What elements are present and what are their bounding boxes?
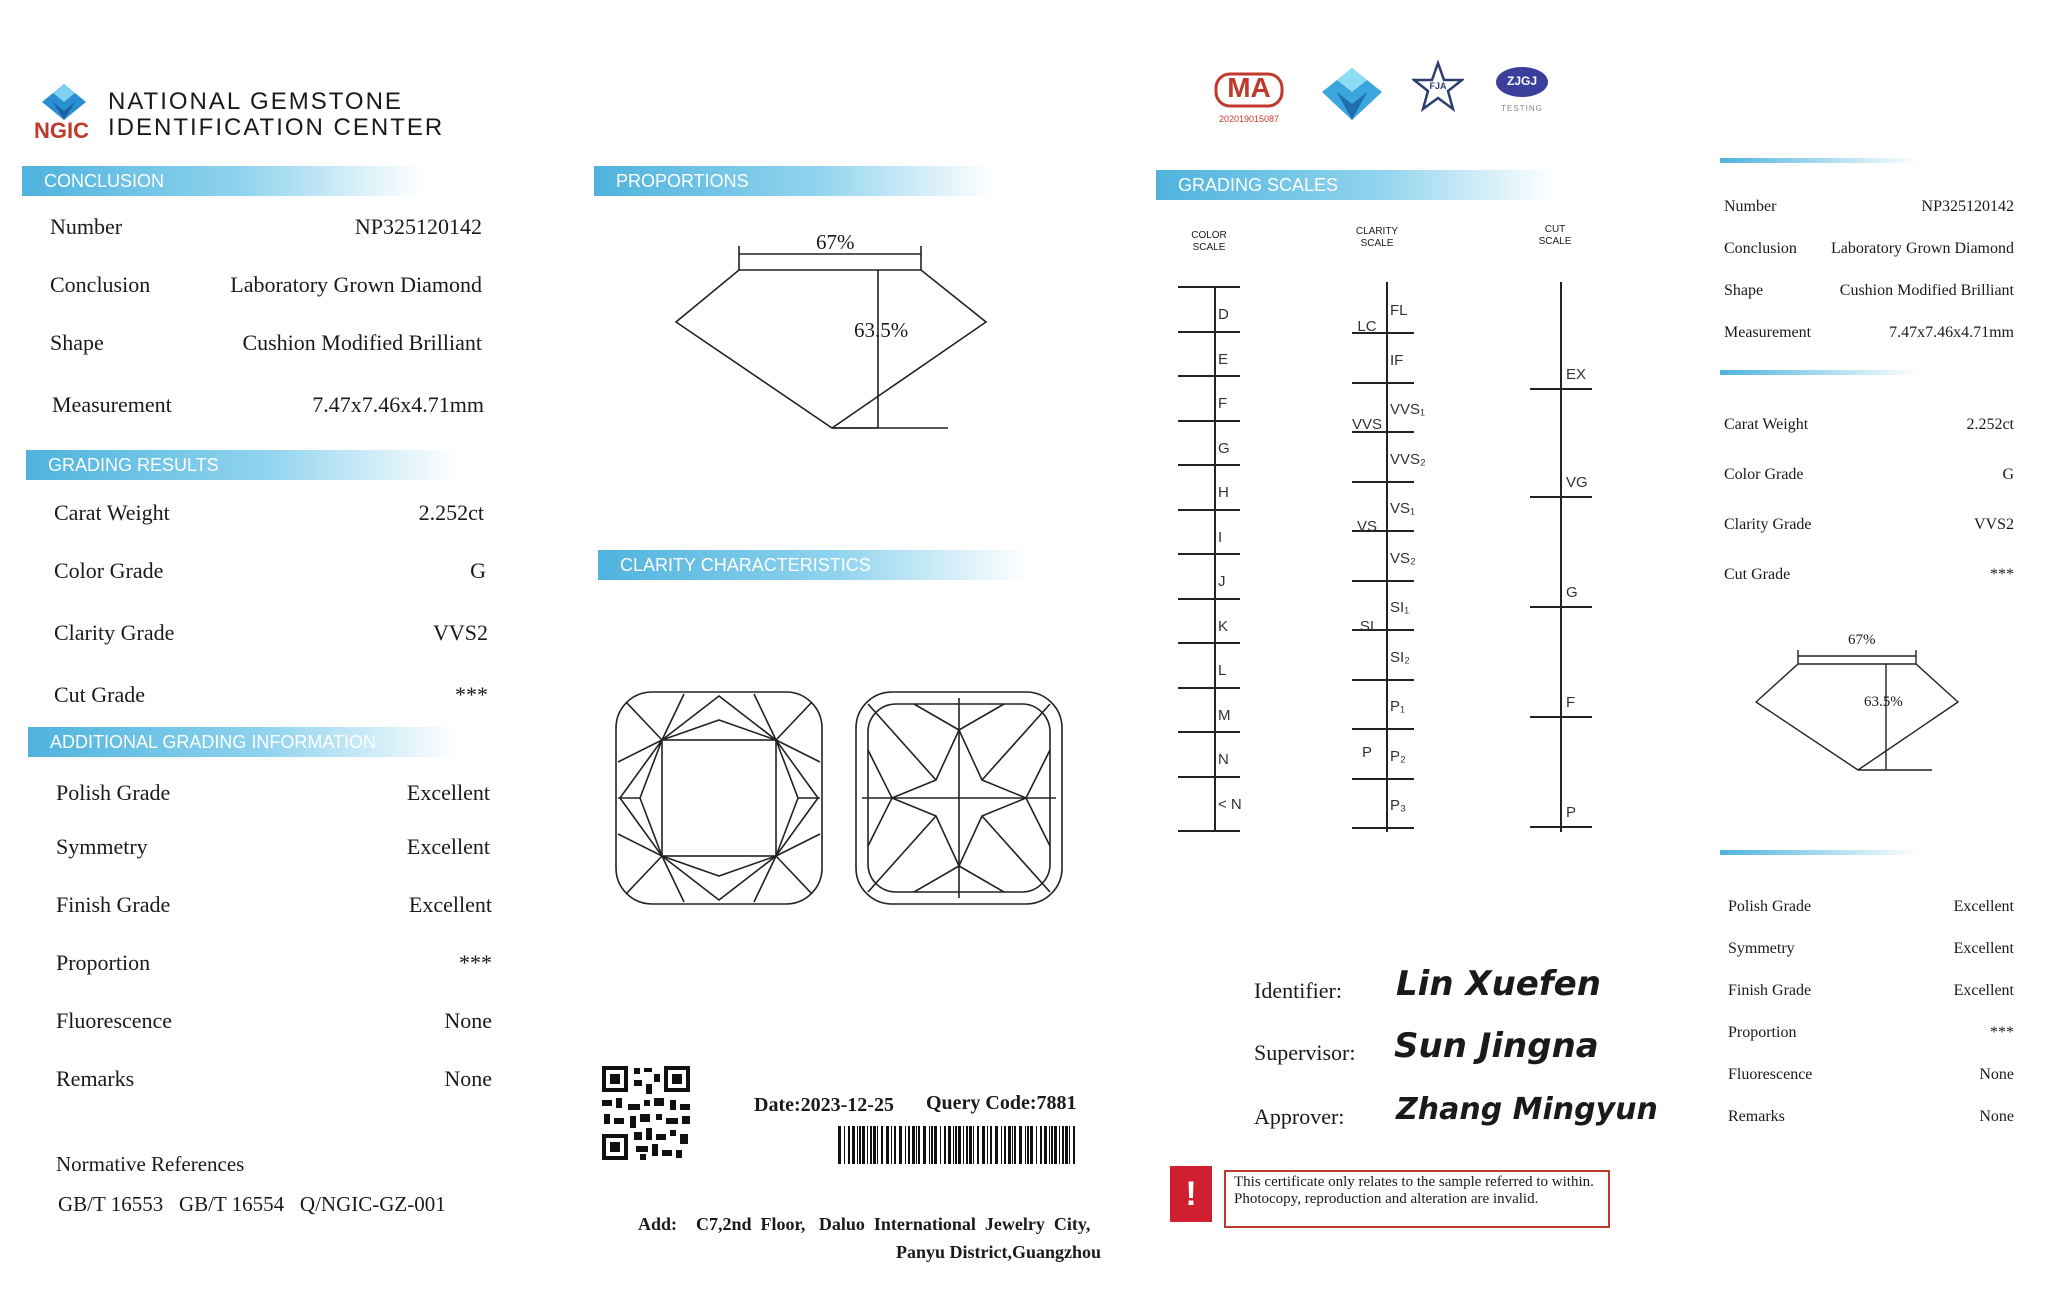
cut-scale-axis (1560, 282, 1562, 832)
color-scale-tick (1178, 464, 1240, 466)
query-code: Query Code:7881 (926, 1092, 1077, 1114)
qr-code (600, 1064, 692, 1162)
color-scale-axis (1214, 286, 1216, 832)
clarity-characteristics-header: CLARITY CHARACTERISTICS (598, 550, 1028, 580)
clarity-grade-label: P₂ (1390, 747, 1406, 765)
color-scale-tick (1178, 509, 1240, 511)
cut-scale-tick (1530, 606, 1592, 608)
address-line2: Panyu District,Guangzhou (896, 1242, 1102, 1262)
summary-top-label: Number (1724, 198, 1777, 215)
clarity-scale-title: CLARITY SCALE (1355, 226, 1399, 249)
grading-scales-header: GRADING SCALES (1156, 170, 1556, 200)
clarity-group-label: P (1361, 744, 1372, 761)
color-scale-tick (1178, 731, 1240, 733)
pavilion-view-diagram (854, 690, 1066, 908)
cut-scale-tick (1530, 716, 1592, 718)
color-grade-label: G (1218, 439, 1230, 457)
color-grade-label: F (1218, 395, 1228, 412)
summary-mid-value: VVS2 (1973, 516, 2014, 533)
clarity-grade-label: P₃ (1390, 797, 1407, 814)
summary-top-value: NP325120142 (1921, 198, 2014, 215)
summary-separator-1 (1720, 370, 1920, 375)
clarity-scale-tick (1352, 728, 1414, 730)
approver-signature: Zhang Mingyun (1396, 1092, 1658, 1127)
color-scale-tick (1178, 776, 1240, 778)
clarity-grade-label: SI₁ (1390, 599, 1410, 616)
color-grade-label: L (1218, 662, 1227, 679)
summary-top-label: Shape (1724, 282, 1764, 299)
color-grade-label: N (1218, 751, 1229, 768)
org-name-line1: NATIONAL GEMSTONE (108, 88, 403, 115)
fja-logo: FJA (1412, 60, 1464, 116)
color-scale-tick (1178, 331, 1240, 333)
ngic-diamond-icon (40, 82, 88, 122)
clarity-group-label: VS (1356, 518, 1377, 535)
identifier-signature: Lin Xuefen (1396, 964, 1601, 1004)
clarity-grade-label: VVS₁ (1390, 401, 1426, 418)
ngic-logo-text: NGIC (34, 118, 89, 143)
clarity-group-label: LC (1357, 318, 1377, 335)
clarity-grade-label: VS₂ (1390, 549, 1416, 567)
clarity-scale-tick (1352, 679, 1414, 681)
color-scale-title: COLOR SCALE (1191, 230, 1227, 253)
clarity-grade-label: VVS₂ (1390, 450, 1426, 468)
address-label: Add: (638, 1214, 678, 1234)
cut-grade-label: G (1566, 584, 1578, 601)
color-scale-tick (1178, 286, 1240, 288)
color-scale-tick (1178, 420, 1240, 422)
clarity-grade-label: SI₂ (1390, 648, 1410, 666)
summary-bottom-value: None (1979, 1108, 2014, 1125)
summary-separator-top (1720, 158, 1920, 163)
cut-grade-label: F (1566, 694, 1576, 711)
color-grade-label: E (1218, 350, 1229, 368)
additional-info-header: ADDITIONAL GRADING INFORMATION (28, 727, 458, 757)
summary-bottom-value: Excellent (1953, 982, 2014, 999)
summary-depth-percentage: 63.5% (1864, 694, 1903, 710)
clarity-grade-label: P₁ (1390, 698, 1406, 715)
clarity-grade-label: IF (1390, 351, 1404, 369)
proportions-header: PROPORTIONS (594, 166, 994, 196)
clarity-grade-label: VS₁ (1390, 500, 1416, 517)
color-scale-tick (1178, 642, 1240, 644)
color-scale-tick (1178, 830, 1240, 832)
proportions-diagram (660, 230, 1000, 440)
warning-notice: This certificate only relates to the sample referred to within. Photocopy, reproduction and alteration are invalid. (1224, 1170, 1610, 1228)
summary-mid-value: 2.252ct (1966, 416, 2014, 433)
summary-top-value: Cushion Modified Brilliant (1839, 282, 2014, 299)
grading-results-header: GRADING RESULTS (26, 450, 456, 480)
clarity-scale-tick (1352, 827, 1414, 829)
clarity-scale-tick (1352, 481, 1414, 483)
zjgj-logo: ZJGJ TESTING (1494, 64, 1550, 113)
cma-logo: MA 202019015087 (1212, 70, 1286, 124)
barcode (836, 1124, 1080, 1166)
color-scale-tick (1178, 598, 1240, 600)
cut-grade-label: P (1566, 804, 1577, 821)
cut-scale-tick (1530, 496, 1592, 498)
cut-scale-tick (1530, 388, 1592, 390)
certificate-date: Date:2023-12-25 (754, 1094, 894, 1116)
summary-top-label: Measurement (1724, 324, 1812, 341)
cut-scale-tick (1530, 826, 1592, 828)
clarity-scale-tick (1352, 382, 1414, 384)
summary-mid-label: Cut Grade (1724, 566, 1791, 583)
org-name-line2: IDENTIFICATION CENTER (108, 114, 445, 141)
crown-view-diagram (614, 690, 826, 908)
summary-bottom-label: Symmetry (1728, 940, 1795, 957)
clarity-scale-tick (1352, 778, 1414, 780)
summary-bottom-value: Excellent (1953, 898, 2014, 915)
summary-bottom-label: Polish Grade (1728, 898, 1812, 915)
normative-references-title: Normative References (56, 1152, 245, 1176)
clarity-grade-label: FL (1390, 302, 1408, 319)
clarity-scale-tick (1352, 580, 1414, 582)
summary-separator-2 (1720, 850, 1920, 855)
supervisor-label: Supervisor: (1254, 1040, 1356, 1065)
color-grade-label: J (1218, 573, 1226, 590)
color-scale-tick (1178, 687, 1240, 689)
summary-table-percentage: 67% (1848, 632, 1876, 648)
color-grade-label: D (1218, 306, 1229, 323)
color-grade-label: K (1218, 617, 1229, 635)
summary-bottom-label: Proportion (1728, 1024, 1797, 1041)
approver-label: Approver: (1254, 1104, 1345, 1129)
color-grade-label: < N (1218, 795, 1242, 813)
address-line1: C7,2nd Floor, Daluo International Jewelry City, (696, 1214, 1091, 1234)
cut-grade-label: VG (1566, 474, 1588, 491)
color-grade-label: I (1218, 528, 1223, 546)
exclamation-icon: ! (1170, 1166, 1212, 1222)
conclusion-header: CONCLUSION (22, 166, 422, 196)
supervisor-signature: Sun Jingna (1394, 1026, 1599, 1066)
summary-bottom-label: Fluorescence (1728, 1066, 1813, 1083)
normative-references-list: GB/T 16553 GB/T 16554 Q/NGIC-GZ-001 (58, 1192, 446, 1216)
summary-bottom-label: Finish Grade (1728, 982, 1812, 999)
summary-proportions-diagram (1752, 630, 1962, 778)
summary-mid-label: Carat Weight (1724, 416, 1809, 433)
table-percentage: 67% (816, 230, 855, 254)
summary-mid-label: Color Grade (1724, 466, 1804, 483)
color-scale-tick (1178, 375, 1240, 377)
diamond-logo-icon (1320, 66, 1384, 122)
summary-top-value: Laboratory Grown Diamond (1830, 240, 2014, 257)
summary-top-label: Conclusion (1724, 240, 1797, 257)
summary-top-value: 7.47x7.46x4.71mm (1889, 324, 2014, 341)
cut-grade-label: EX (1566, 366, 1587, 383)
color-grade-label: H (1218, 484, 1229, 501)
color-scale-tick (1178, 553, 1240, 555)
clarity-group-label: SI (1359, 618, 1375, 635)
summary-bottom-value: Excellent (1953, 940, 2014, 957)
summary-bottom-value: None (1979, 1066, 2014, 1083)
clarity-group-label: VVS (1352, 416, 1383, 433)
summary-bottom-label: Remarks (1728, 1108, 1785, 1125)
depth-percentage: 63.5% (854, 318, 909, 342)
summary-mid-value: *** (1990, 566, 2014, 583)
cut-scale-title: CUT SCALE (1538, 224, 1572, 247)
summary-bottom-value: *** (1990, 1024, 2014, 1041)
color-grade-label: M (1218, 706, 1231, 724)
summary-mid-value: G (2002, 466, 2014, 483)
identifier-label: Identifier: (1254, 978, 1342, 1003)
summary-mid-label: Clarity Grade (1724, 516, 1812, 533)
clarity-scale-axis (1386, 282, 1388, 832)
